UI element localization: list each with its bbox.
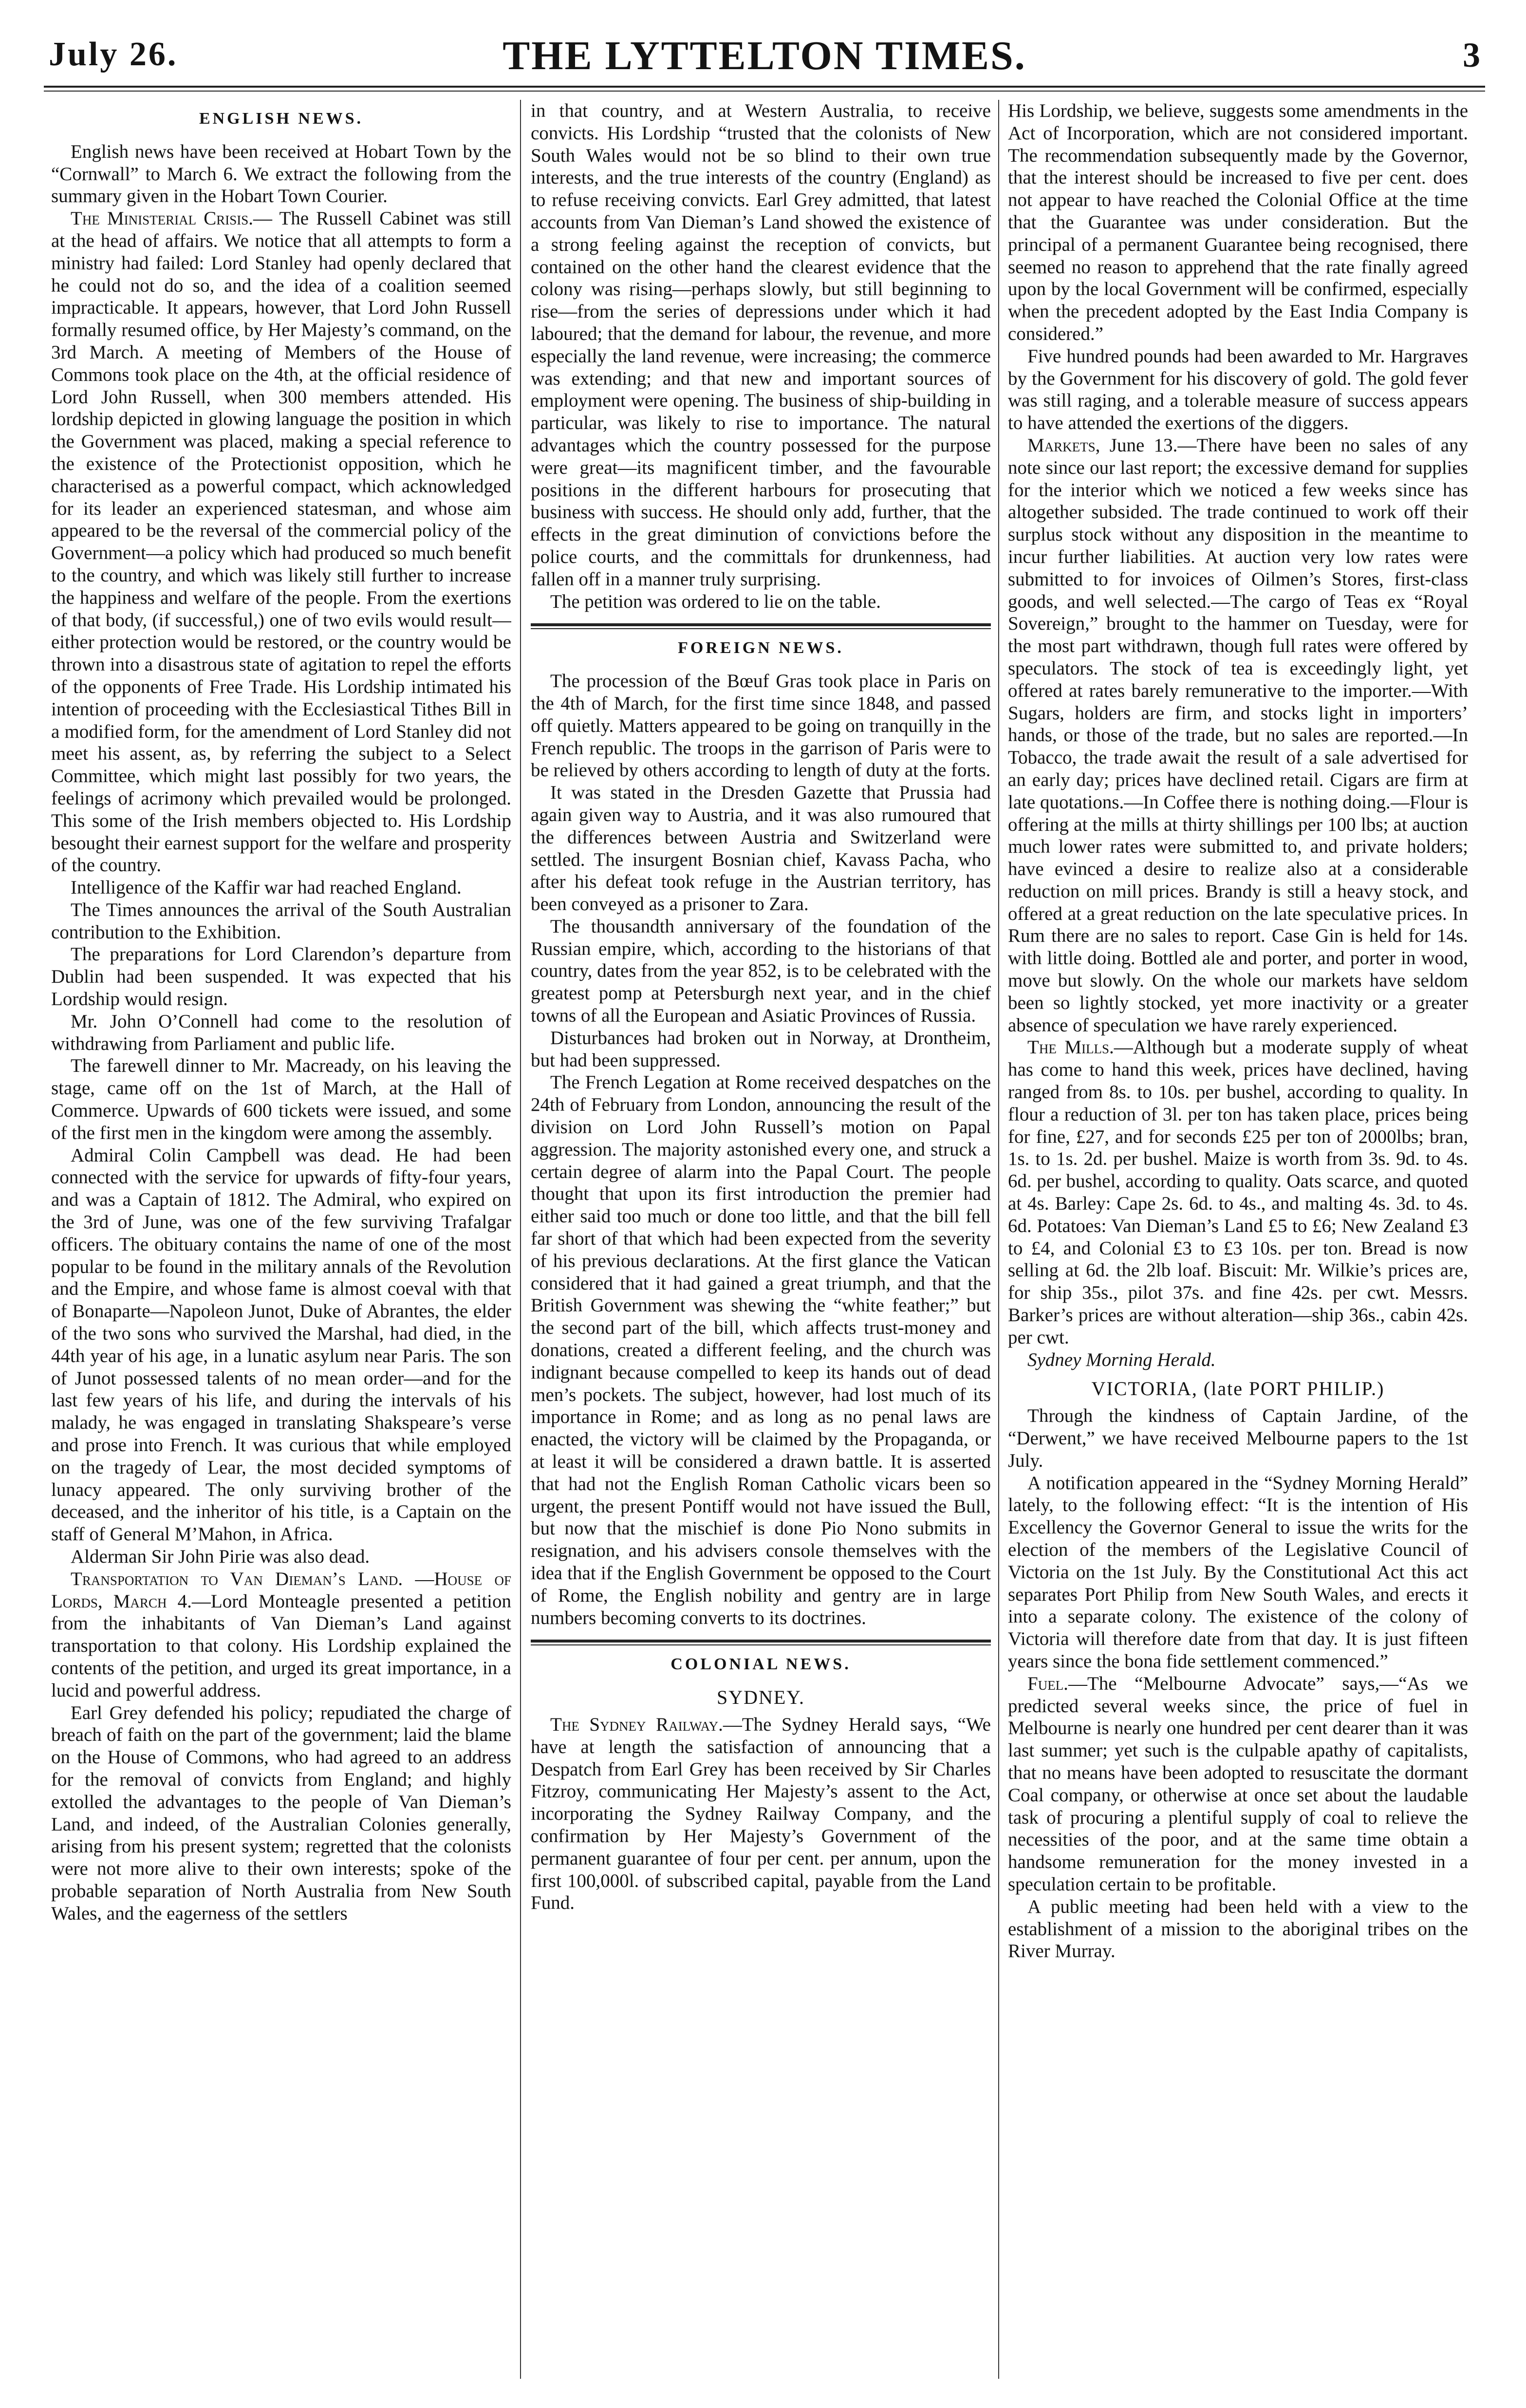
paragraph-text: —The Sydney Herald says, “We have at length the satisfaction of announcing that a Despatch from Earl Grey has been received by Sir Charles Fitzroy, communicating Her Majesty’s assent to the Act, incorporating the Sydney Railway Company, and the confirmation by Her Majesty’s Government of the permanent guarantee of four per cent. per annum, upon the first 100,000l. of subscribed capital, payable from the Land Fund. bbox=[531, 1714, 991, 1914]
masthead-rule bbox=[44, 86, 1485, 88]
subheading-sydney: SYDNEY. bbox=[716, 1686, 805, 1709]
column-divider bbox=[520, 100, 521, 2379]
paragraph-lead: The Sydney Railway. bbox=[550, 1714, 723, 1735]
column-1 bbox=[51, 100, 511, 2384]
paragraph-lead: —House of Lords, March 4. bbox=[51, 1568, 511, 1612]
section-heading-english-news: ENGLISH NEWS. bbox=[199, 110, 364, 128]
article-paragraph: A notification appeared in the “Sydney Morning Herald” lately, to the following effect: “It is the intention of His Excellency the Governor General to issue the writs for the election of the members of the Legislative Council of Victoria on the 1st July. By the Constitutional Act this act separates Port Philip from New South Wales, and erects it into a separate colony. The existence of the colony of Victoria will therefore date from that day. It is just fifteen years since the bona fide settlement commenced.” bbox=[1008, 1472, 1468, 1672]
column-2 bbox=[531, 100, 991, 2384]
article-paragraph: The farewell dinner to Mr. Macready, on his leaving the stage, came off on the 1st of March, at the Hall of Commerce. Upwards of 600 tickets were issued, and some of the first men in the kingdom were among the assembly. bbox=[51, 1055, 511, 1143]
article-paragraph: A public meeting had been held with a view to the establishment of a mission to the aboriginal tribes on the River Murray. bbox=[1008, 1896, 1468, 1962]
issue-date: July 26. bbox=[49, 36, 178, 73]
paragraph-lead: The Mills. bbox=[1027, 1037, 1114, 1058]
paragraph-text: —The “Melbourne Advocate” says,—“As we predicted several weeks since, the price of fuel in Melbourne is nearly one hundred per cent dearer than it was last summer; yet such is the culpable apathy of capitalists, that no means have been adopted to resuscitate the dormant Coal company, or otherwise at once set about the laudable task of procuring a plentiful supply of coal to relieve the necessities of the poor, and at the same time obtain a handsome remuneration for the money invested in a speculation certain to be profitable. bbox=[1008, 1673, 1468, 1895]
article-paragraph: The procession of the Bœuf Gras took place in Paris on the 4th of March, for the first time since 1848, and passed off quietly. Matters appeared to be going on tranquilly in the French republic. The troops in the garrison of Paris were to be relieved by others according to length of duty at the forts. bbox=[531, 671, 991, 781]
article-paragraph: Alderman Sir John Pirie was also dead. bbox=[71, 1546, 370, 1567]
article-paragraph: The Times announces the arrival of the South Australian contribution to the Exhibition. bbox=[51, 899, 511, 943]
article-paragraph: in that country, and at Western Australia, to receive convicts. His Lordship “trusted that the colonists of New South Wales would not be so blind to their own true interests, and the true interests of the country (England) as to refuse receiving convicts. Earl Grey admitted, that latest accounts from Van Dieman’s Land showed the existence of a strong feeling against the reception of convicts, but contained on the other hand the clearest evidence that the colony was rising—perhaps slowly, but still beginning to rise—from the series of depressions under which it had laboured; that the demand for labour, the revenue, and more especially the land revenue, were increasing; the commerce was extending; and that new and important sources of employment were opening. The business of ship-building in particular, was likely to rise to importance. The natural advantages which the country possessed for the purpose were great—its magnificent timber, and the favourable positions in the different harbours for prosecuting that business with success. He should only add, further, that the effects in the great diminution of convictions before the police courts, and the committals for drunkenness, had fallen off in a manner truly surprising. bbox=[531, 100, 991, 590]
section-heading-foreign-news: FOREIGN NEWS. bbox=[678, 639, 844, 657]
paragraph-lead: Markets, bbox=[1027, 434, 1100, 456]
article-paragraph: Five hundred pounds had been awarded to Mr. Hargraves by the Government for his discovery of gold. The gold fever was still raging, and a tolerable measure of success appears to have attended the exertions of the diggers. bbox=[1008, 345, 1468, 434]
masthead bbox=[44, 30, 1485, 89]
section-heading-colonial-news: COLONIAL NEWS. bbox=[670, 1655, 851, 1674]
section-rule bbox=[531, 623, 991, 626]
column-3 bbox=[1008, 100, 1468, 2384]
paragraph-text: June 13.—There have been no sales of any note since our last report; the excessive demand for supplies for the interior which we noticed a few weeks since has altogether subsided. The trade continued to work off their surplus stock without any disposition in the meantime to incur further liabilities. At auction very low rates were submitted to for invoices of Oilmen’s Stores, first-class goods, and well selected.—The cargo of Teas ex “Royal Sovereign,” brought to the hammer on Tuesday, were for the most part withdrawn, though full rates were offered by speculators. The stock of tea is exceedingly light, yet offered at rates barely remunerative to the importer.—With Sugars, holders are firm, and stocks light in importers’ hands, or those of the trade, but no sales are reported.—In Tobacco, the trade await the result of a sale advertised for an early day; prices have declined retail. Cigars are firm at late quotations.—In Coffee there is nothing doing.—Flour is offering at the mills at thirty shillings per 100 lbs; at auction much lower rates were submitted to, and private holders; have evinced a desire to realize also at a considerable reduction on mill prices. Brandy is still a heavy stock, and offered at a great reduction on the late speculative prices. In Rum there are no sales to report. Case Gin is held for 14s. with little doing. Bottled ale and porter, and porter in wood, move but slowly. On the whole our markets have seldom been so lightly stocked, yet more inactivity or a greater absence of speculation we have rarely experienced. bbox=[1008, 434, 1468, 1036]
column-divider bbox=[998, 100, 999, 2379]
subheading-victoria: VICTORIA, (late PORT PHILIP.) bbox=[1091, 1378, 1385, 1400]
section-rule-thin bbox=[531, 628, 991, 629]
article-paragraph: The preparations for Lord Clarendon’s departure from Dublin had been suspended. It was expected that his Lordship would resign. bbox=[51, 944, 511, 1010]
article-paragraph: Intelligence of the Kaffir war had reached England. bbox=[71, 877, 462, 898]
article-paragraph: Through the kindness of Captain Jardine, of the “Derwent,” we have received Melbourne papers to the 1st July. bbox=[1008, 1405, 1468, 1471]
paragraph-text: —Lord Monteagle presented a petition from the inhabitants of Van Dieman’s Land against transportation to that colony. His Lordship explained the contents of the petition, and urged its great importance, in a lucid and powerful address. bbox=[51, 1590, 511, 1701]
section-rule bbox=[531, 1640, 991, 1643]
paragraph-lead: Fuel. bbox=[1027, 1673, 1068, 1694]
paragraph-text: —Although but a moderate supply of wheat has come to hand this week, prices have declined, having ranged from 8s. to 10s. per bushel, according to quality. In flour a reduction of 3l. per ton has taken place, prices being for fine, £27, and for seconds £25 per ton of 2000lbs; bran, 1s. to 1s. 2d. per bushel. Maize is worth from 3s. 9d. to 4s. 6d. per bushel, according to quality. Oats scarce, and quoted at 4s. Barley: Cape 2s. 6d. to 4s., and malting 4s. 3d. to 4s. 6d. Potatoes: Van Dieman’s Land £5 to £6; New Zealand £3 to £4, and Colonial £3 to £3 10s. per ton. Bread is now selling at 6d. the 2lb loaf. Biscuit: Mr. Wilkie’s prices are, for ship 35s., pilot 37s. and fine 42s. per cwt. Messrs. Barker’s prices are without alteration—ship 36s., cabin 42s. per cwt. bbox=[1008, 1037, 1468, 1348]
paragraph-text: — The Russell Cabinet was still at the head of affairs. We notice that all attempts to form a ministry had failed: Lord Stanley had openly declared that he could not do so, and the idea of a coalition seemed impracticable. It appears, however, that Lord John Russell formally resumed office, by Her Majesty’s command, on the 3rd March. A meeting of Members of the House of Commons took place on the 4th, at the official residence of Lord John Russell, when 300 members attended. His lordship depicted in glowing language the position in which the Government was placed, making a special reference to the existence of the Protectionist opposition, which he characterised as a powerful compact, which acknowledged for its leader an experienced statesman, and whose aim appeared to be the reversal of the commercial policy of the Government—a policy which had produced so much benefit to the country, and which was likely still further to increase the happiness and welfare of the people. From the exertions of that body, (if successful,) one of two evils would result—either protection would be restored, or the country would be thrown into a disastrous state of agitation to repel the efforts of the opponents of Free Trade. His Lordship intimated his intention of proceeding with the Ecclesiastical Tithes Bill in a modified form, for the amendment of Lord Stanley did not meet his assent, as, by referring the subject to a Select Committee, which might last possibly for two years, the feelings of acrimony which prevailed would be prolonged. This some of the Irish members objected to. His Lordship besought their earnest support for the welfare and prosperity of the country. bbox=[51, 208, 511, 876]
article-paragraph: It was stated in the Dresden Gazette that Prussia had again given way to Austria, and it was also rumoured that the differences between Austria and Switzerland were settled. The insurgent Bosnian chief, Kavass Pacha, who after his defeat took refuge in the Austrian territory, has been conveyed as a prisoner to Zara. bbox=[531, 782, 991, 915]
article-paragraph: Disturbances had broken out in Norway, at Drontheim, but had been suppressed. bbox=[531, 1027, 991, 1071]
source-attribution: Sydney Morning Herald. bbox=[1027, 1349, 1216, 1370]
section-rule-thin bbox=[531, 1644, 991, 1645]
article-paragraph bbox=[51, 207, 511, 877]
paragraph-lead: The Ministerial Crisis. bbox=[71, 208, 254, 229]
article-paragraph: The French Legation at Rome received despatches on the 24th of February from London, announcing the result of the division on Lord John Russell’s motion on Papal aggression. The majority astonished every one, and struck a certain degree of alarm into the Papal Court. The people thought that upon its first introduction the premier had either said too much or done too little, and that the bill fell far short of that which had been expected from the severity of his previous declarations. At the first glance the Vatican considered that it had gained a great triumph, and that the British Government was shewing the “white feather;” but the second part of the bill, which affects trust-money and donations, created a different feeling, and the church was indignant because compelled to keep its hands out of dead men’s pockets. The subject, however, had lost much of its importance in Rome; and as long as no penal laws are enacted, the victory will be claimed by the Propaganda, or at least it will be considered a drawn battle. It is asserted that had not the English Roman Catholic vicars been so urgent, the present Pontiff would not have issued the Bull, but now that the mischief is done Pio Nono submits in resignation, and his advisers console themselves with the idea that if the English Government be opposed to the Court of Rome, the English nobility and gentry are in large numbers becoming converts to its doctrines. bbox=[531, 1072, 991, 1628]
article-paragraph: Admiral Colin Campbell was dead. He had been connected with the service for upwards of fifty-four years, and was a Captain of 1812. The Admiral, who expired on the 3rd of June, was one of the few surviving Trafalgar officers. The obituary contains the name of one of the most popular to be found in the military annals of the Revolution and the Empire, and whose fame is almost coeval with that of Bonaparte—Napoleon Junot, Duke of Abrantes, the elder of the two sons who survived the Marshal, had died, in the 44th year of his age, in a lunatic asylum near Paris. The son of Junot possessed talents of no mean order—and for the last few years of his life, and during the intervals of his malady, he was engaged in translating Shakspeare’s verse and prose into French. It was curious that while employed on the tragedy of Lear, the most decided symptoms of lunacy appeared. The only surviving brother of the deceased, and the inheritor of his title, is a Captain on the staff of General M’Mahon, in Africa. bbox=[51, 1144, 511, 1545]
article-paragraph: Earl Grey defended his policy; repudiated the charge of breach of faith on the part of the government; laid the blame on the House of Commons, who had agreed to an address for the removal of convicts from England; and highly extolled the advantages to the people of Van Dieman’s Land, and indeed, of the Australian Colonies generally, arising from his present system; regretted that the colonists were not more alive to their own interests; spoke of the probable separation of North Australia from New South Wales, and the eagerness of the settlers bbox=[51, 1702, 511, 1924]
article-paragraph: The petition was ordered to lie on the table. bbox=[550, 591, 881, 612]
article-paragraph bbox=[1008, 1673, 1468, 1896]
paragraph-lead: Transportation to Van Dieman’s Land. bbox=[71, 1568, 403, 1589]
article-paragraph bbox=[1008, 434, 1468, 1037]
article-paragraph bbox=[531, 1714, 991, 1914]
page-number: 3 bbox=[1463, 36, 1480, 75]
article-paragraph: English news have been received at Hobart Town by the “Cornwall” to March 6. We extract the following from the summary given in the Hobart Town Courier. bbox=[51, 141, 511, 207]
article-paragraph: His Lordship, we believe, suggests some amendments in the Act of Incorporation, which are not considered important. The recommendation subsequently made by the Governor, that the interest should be increased to five per cent. does not appear to have reached the Colonial Office at the time that the Guarantee was under consideration. But the principal of a permanent Guarantee being recognised, there seemed no reason to apprehend that the rate finally agreed upon by the local Government will be confirmed, especially when the precedent adopted by the East India Company is considered.” bbox=[1008, 100, 1468, 344]
article-paragraph: The thousandth anniversary of the foundation of the Russian empire, which, according to the historians of that country, dates from the year 852, is to be celebrated with the greatest pomp at Petersburgh next year, and in the chief towns of all the European and Asiatic Provinces of Russia. bbox=[531, 915, 991, 1027]
masthead-rule-thin bbox=[44, 91, 1485, 92]
article-paragraph bbox=[1008, 1036, 1468, 1348]
article-paragraph bbox=[51, 1568, 511, 1702]
article-paragraph: Mr. John O’Connell had come to the resolution of withdrawing from Parliament and public life. bbox=[51, 1010, 511, 1054]
newspaper-title: THE LYTTELTON TIMES. bbox=[502, 33, 1026, 78]
